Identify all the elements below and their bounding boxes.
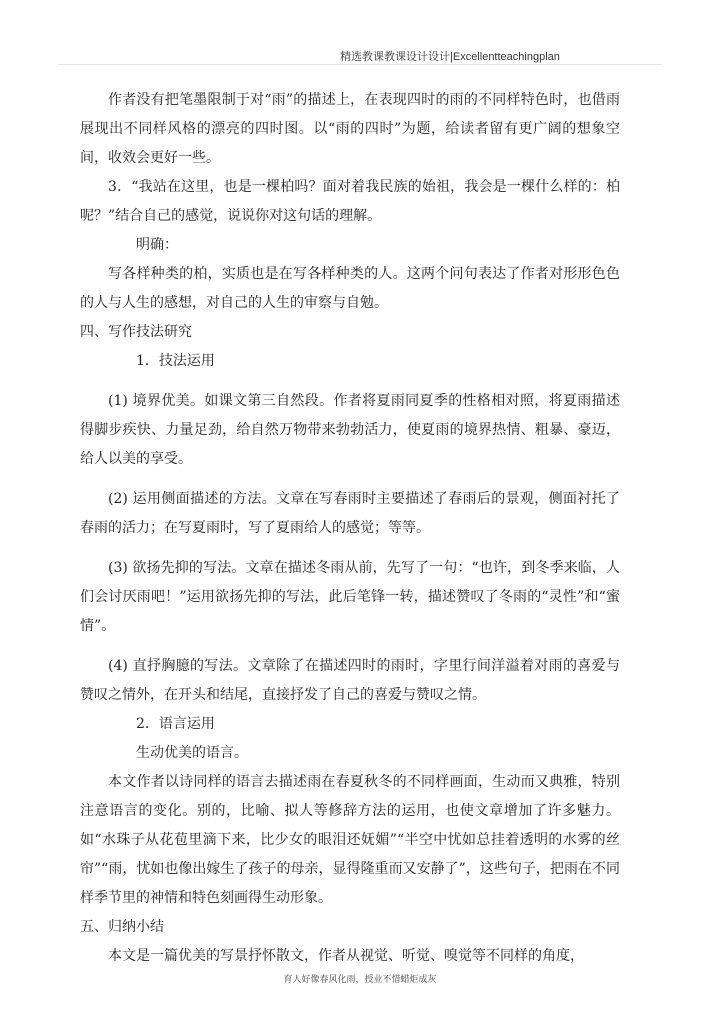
- page-footer: 育人好像春风化雨，授业不惜蜡炬成灰: [283, 975, 437, 985]
- summary-paragraph: 本文是一篇优美的写景抒怀散文，作者从视觉、听觉、嗅觉等不同样的角度，: [108, 948, 584, 964]
- answer-text: 写各样种类的柏，实质也是在写各样种类的人。这两个问句表达了作者对形形色色的人与人生的感想，对自己的人生的审察与自勉。: [80, 266, 620, 311]
- language-paragraph: 本文作者以诗同样的语言去描述雨在春夏秋冬的不同样画面，生动而又典雅，特别注意语言的变化。别的，比喻、拟人等修辞方法的运用，也使文章增加了许多魅力。如“水珠子从花苞里滴下来，比少女的眼泪还妩媚”“半空中忧如总挂着透明的水雾的丝帘”“雨，忧如也像出嫁生了孩子的母亲，显得隆重而又安静了”，这些句子，把雨在不同样季节里的神情和特色刻画得生动形象。: [80, 774, 620, 906]
- answer-label: 明确：: [136, 237, 178, 253]
- header-divider: [58, 64, 662, 65]
- page-header: 精选教课教课设计设计|Excellentteachingplan: [340, 51, 560, 63]
- document-body: [80, 86, 620, 971]
- technique-item-2: (2) 运用侧面描述的方法。文章在写春雨时主要描述了春雨后的景观，侧面衬托了春雨的活力；在写夏雨时，写了夏雨给人的感觉；等等。: [80, 491, 620, 536]
- section-heading-5: 五、归纳小结: [80, 919, 164, 935]
- technique-item-1: (1) 境界优美。如课文第三自然段。作者将夏雨同夏季的性格相对照，将夏雨描述得脚步疾快、力量足劲，给自然万物带来勃勃活力，使夏雨的境界热情、粗暴、豪迈，给人以美的享受。: [80, 393, 620, 467]
- technique-item-4: (4) 直抒胸臆的写法。文章除了在描述四时的雨时，字里行间洋溢着对雨的喜爱与赞叹之情外，在开头和结尾，直接抒发了自己的喜爱与赞叹之情。: [80, 658, 620, 703]
- subheading-language: 2．语言运用: [136, 716, 215, 732]
- question-3: 3．“我站在这里，也是一棵柏吗？面对着我民族的始祖，我会是一棵什么样的：柏呢？”结合自己的感觉，说说你对这句话的理解。: [80, 179, 620, 224]
- section-heading-4: 四、写作技法研究: [80, 324, 192, 340]
- paragraph-intro: 作者没有把笔墨限制于对“雨”的描述上，在表现四时的雨的不同样特色时，也借雨展现出不同样风格的漂亮的四时图。以“雨的四时”为题，给读者留有更广阔的想象空间，收效会更好一些。: [80, 92, 620, 166]
- subheading-technique: 1．技法运用: [136, 353, 215, 369]
- technique-item-3: (3) 欲扬先抑的写法。文章在描述冬雨从前，先写了一句：“也许，到冬季来临，人们会讨厌雨吧！”运用欲扬先抑的写法，此后笔锋一转，描述赞叹了冬雨的“灵性”和“蜜情”。: [80, 560, 620, 634]
- language-summary: 生动优美的语言。: [136, 745, 248, 761]
